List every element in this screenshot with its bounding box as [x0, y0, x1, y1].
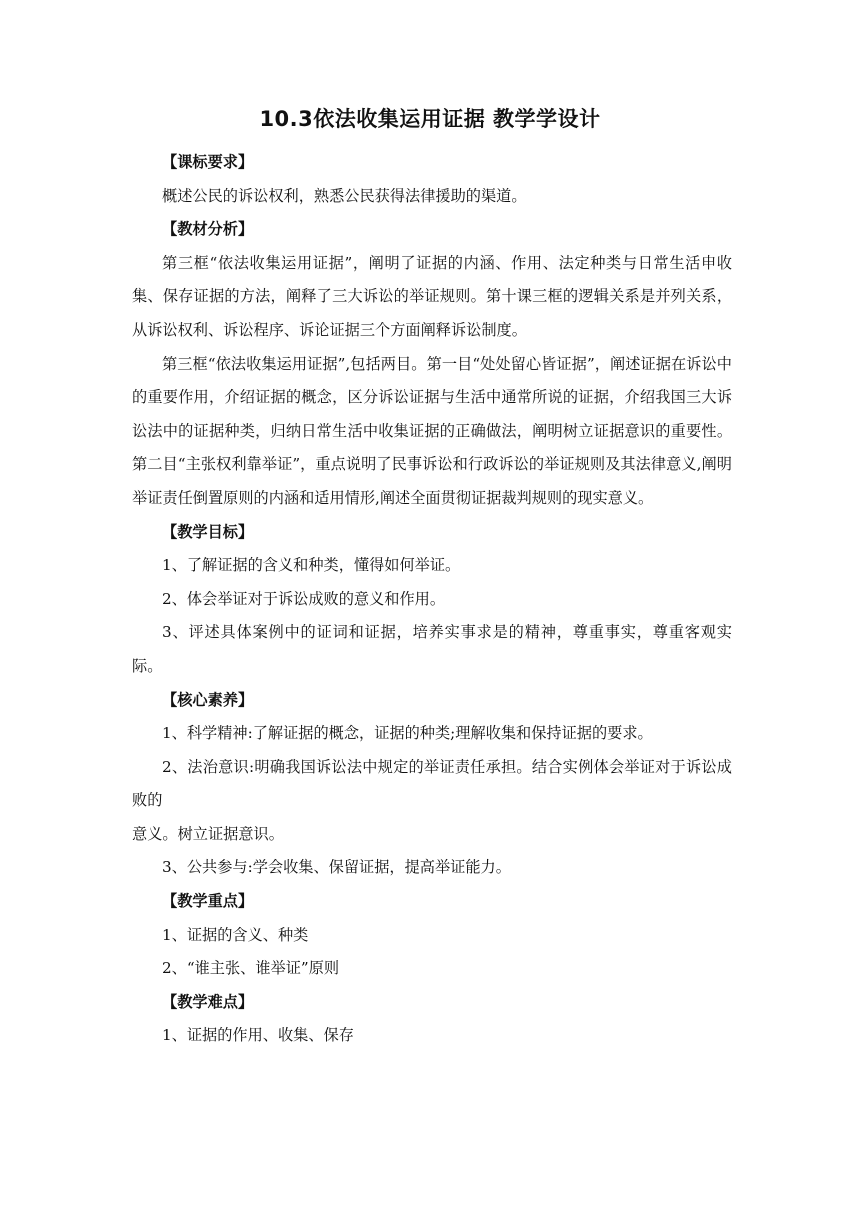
analysis-paragraph-1: 第三框“依法收集运用证据”，阐明了证据的内涵、作用、法定种类与日常生活申收集、保存证据的方法，阐释了三大诉讼的举证规则。第十课三框的逻辑关系是并列关系，从诉讼权利、诉讼程序、诉论证据三个方面阐释诉讼制度。: [132, 253, 732, 339]
literacy-item-1: 1、科学精神:了解证据的概念，证据的种类;理解收集和保持证据的要求。: [162, 724, 653, 743]
analysis-paragraph-2: 第三框“依法收集运用证据”,包括两目。第一目“处处留心皆证据”，阐述证据在诉讼中的重要作用，介绍证据的概念，区分诉讼证据与生活中通常所说的证据，介绍我国三大诉讼法中的证据种类，归纳日常生活中收集证据的正确做法，阐明树立证据意识的重要性。第二目“主张权利靠举证”，重点说明了民事诉讼和行政诉讼的举证规则及其法律意义,阐明举证责任倒置原则的内涵和适用情形,阐述全面贯彻证据裁判规则的现实意义。: [132, 354, 732, 507]
section-heading-literacy: 【核心素养】: [162, 690, 254, 709]
objective-item-3: 3、评述具体案例中的证词和证据，培养实事求是的精神，尊重事实，尊重客观实际。: [132, 623, 732, 675]
key-point-item-1: 1、证据的含义、种类: [162, 925, 309, 944]
curriculum-text: 概述公民的诉讼权利，熟悉公民获得法律援助的渠道。: [162, 186, 527, 205]
literacy-item-2: 2、法治意识:明确我国诉讼法中规定的举证责任承担。结合实例体会举证对于诉讼成败的: [132, 757, 732, 810]
section-heading-key-points: 【教学重点】: [162, 892, 254, 911]
document-title: 10.3依法收集运用证据 教学学设计: [259, 107, 601, 131]
document-body: [132, 146, 732, 1053]
key-point-item-2: 2、“谁主张、谁举证”原则: [162, 959, 340, 978]
section-heading-objectives: 【教学目标】: [162, 522, 254, 541]
difficulty-item-1: 1、证据的作用、收集、保存: [162, 1026, 354, 1045]
section-heading-analysis: 【教材分析】: [162, 220, 254, 239]
objective-item-2: 2、体会举证对于诉讼成败的意义和作用。: [162, 589, 446, 608]
literacy-item-2-continuation: 意义。树立证据意识。: [132, 824, 284, 843]
section-heading-difficulties: 【教学难点】: [162, 992, 254, 1011]
literacy-item-3: 3、公共参与:学会收集、保留证据，提高举证能力。: [162, 858, 511, 877]
section-heading-curriculum: 【课标要求】: [162, 153, 254, 171]
objective-item-1: 1、了解证据的含义和种类，懂得如何举证。: [162, 556, 461, 575]
